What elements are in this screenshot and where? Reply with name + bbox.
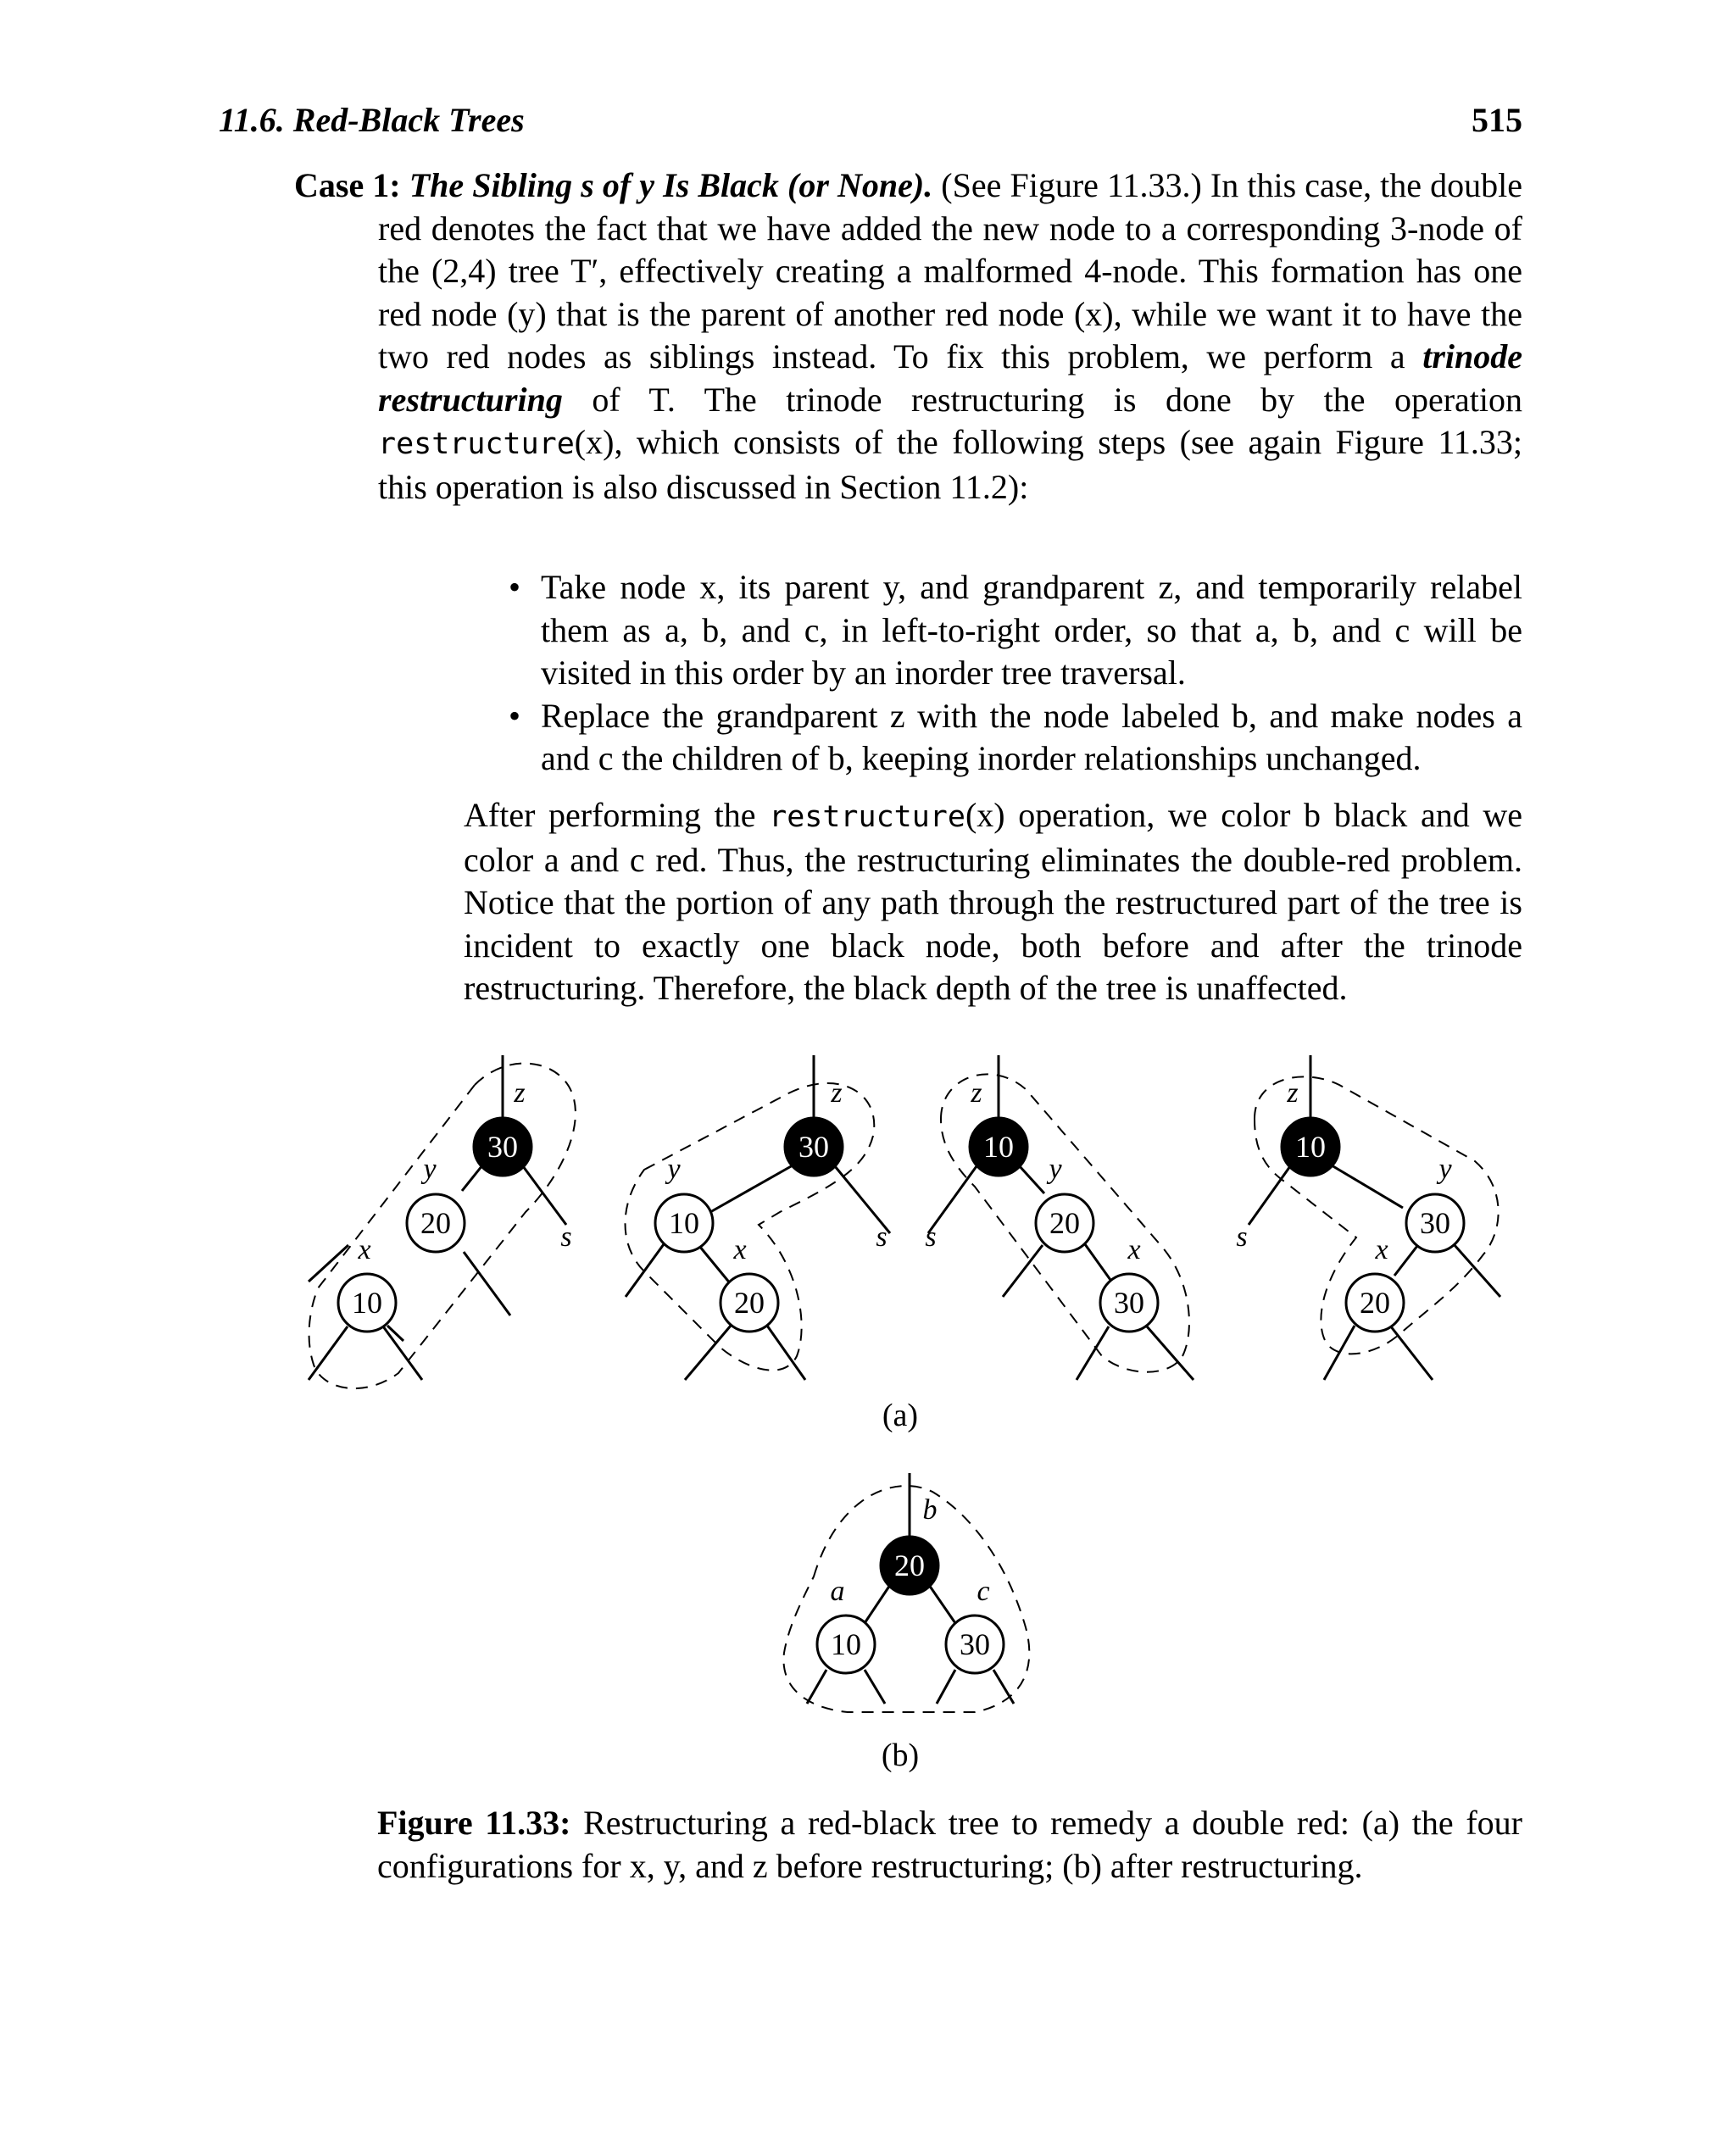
edge [865,1585,890,1623]
node-label: 10 [1295,1130,1326,1164]
bullet-icon: • [509,696,521,735]
label-z: z [971,1077,982,1109]
label-x: x [1127,1234,1141,1265]
node-label: 10 [831,1627,861,1661]
edge [1332,1165,1403,1208]
label-y: y [423,1154,437,1185]
node-label: 30 [960,1627,990,1661]
case1-title: The Sibling s of y Is Black (or None). [409,166,933,204]
edge [1249,1166,1290,1225]
edge [1454,1244,1500,1297]
node-label: 30 [1420,1206,1450,1240]
edge [767,1326,805,1380]
after-code-arg: (x) [965,796,1005,834]
case1-text-1: (See Figure 11.33.) In this case, the double red denotes the fact that we have added the new node to a corresponding 3-node of the (2,4) tree T′, effectively creating a malformed 4-node. This formation has one red node (y) that is the parent of another red node (x), while we want it to have the two red nodes as siblings instead. To fix this problem, we perform a [378,166,1523,375]
edge [523,1166,566,1225]
edge [387,1326,403,1341]
case1-emphasis: trinode restructuring [378,337,1522,419]
node-label: 20 [1049,1206,1080,1240]
label-a: a [830,1576,845,1607]
bullet-icon: • [509,568,521,606]
edge [1085,1244,1110,1280]
label-z: z [831,1077,843,1109]
node-label: 20 [894,1549,925,1582]
label-s: s [876,1221,887,1253]
label-z: z [1287,1077,1299,1109]
edge [993,1670,1014,1704]
label-y: y [1049,1154,1062,1185]
node-label: 10 [352,1286,382,1320]
subfigure-label-a: (a) [882,1398,919,1433]
edge [929,1585,955,1623]
node-label: 20 [420,1206,451,1240]
case1-label: Case 1: [294,166,401,204]
figure-caption [377,1802,1522,1888]
node-label: 20 [734,1286,765,1320]
bullet-text: Replace the grandparent z with the node labeled b, and make nodes a and c the children of b, keeping inorder relationships unchanged. [541,696,1522,777]
node-label: 10 [669,1206,699,1240]
edge [865,1670,885,1704]
after-text-1: After performing the [464,796,770,834]
label-b: b [922,1494,938,1526]
label-s: s [1236,1221,1248,1253]
after-code: restructure [769,800,965,834]
edge [1019,1165,1044,1193]
edge [462,1165,482,1191]
edge [1390,1326,1433,1380]
subfigure-label-b: (b) [881,1738,920,1773]
label-x: x [1375,1234,1388,1265]
edge [1394,1246,1417,1276]
label-s: s [925,1221,937,1253]
label-x: x [358,1234,371,1265]
edge [1003,1245,1043,1297]
case1-text-2: of T. The trinode restructuring is done by the operation [562,380,1522,419]
edge [937,1670,955,1704]
edge [309,1245,348,1282]
case1-text-3: , which consists of the following steps (see again Figure 11.33; this operation is also discussed in Section 11.2): [378,423,1522,506]
edge [383,1326,422,1380]
edge [1077,1326,1109,1380]
edge [710,1165,793,1212]
case1-code: restructure [378,427,575,461]
label-s: s [560,1221,572,1253]
label-z: z [514,1077,526,1109]
label-x: x [733,1234,747,1265]
edge [699,1246,731,1284]
edge [807,1670,826,1704]
page-number: 515 [1472,101,1522,139]
after-text-2: operation, we color b black and we color a and c red. Thus, the restructuring eliminates the double-red problem. Notice that the portion of any path through the restructured part of the tree is incident to exactly one black node, both before and after the trinode restructuring. Therefore, the black depth of the tree is unaffected. [464,796,1522,1007]
node-label: 30 [487,1130,518,1164]
label-y: y [1438,1154,1452,1185]
caption-text: Restructuring a red-black tree to remedy a double red: (a) the four configurations for x, y, and z before restructuring; (b) after restructuring. [377,1804,1522,1885]
section-header: 11.6. Red-Black Trees [219,101,525,139]
node-label: 30 [1114,1286,1144,1320]
caption-label: Figure 11.33: [377,1804,571,1842]
edge [309,1326,348,1380]
node-label: 20 [1360,1286,1390,1320]
node-label: 10 [983,1130,1014,1164]
label-c: c [976,1576,990,1607]
label-y: y [667,1154,681,1185]
node-label: 30 [798,1130,829,1164]
case1-code-arg: (x) [574,423,615,461]
bullet-text: Take node x, its parent y, and grandparent z, and temporarily relabel them as a, b, and c, in left-to-right order, so that a, b, and c will be visited in this order by an inorder tree traversal. [541,568,1522,692]
